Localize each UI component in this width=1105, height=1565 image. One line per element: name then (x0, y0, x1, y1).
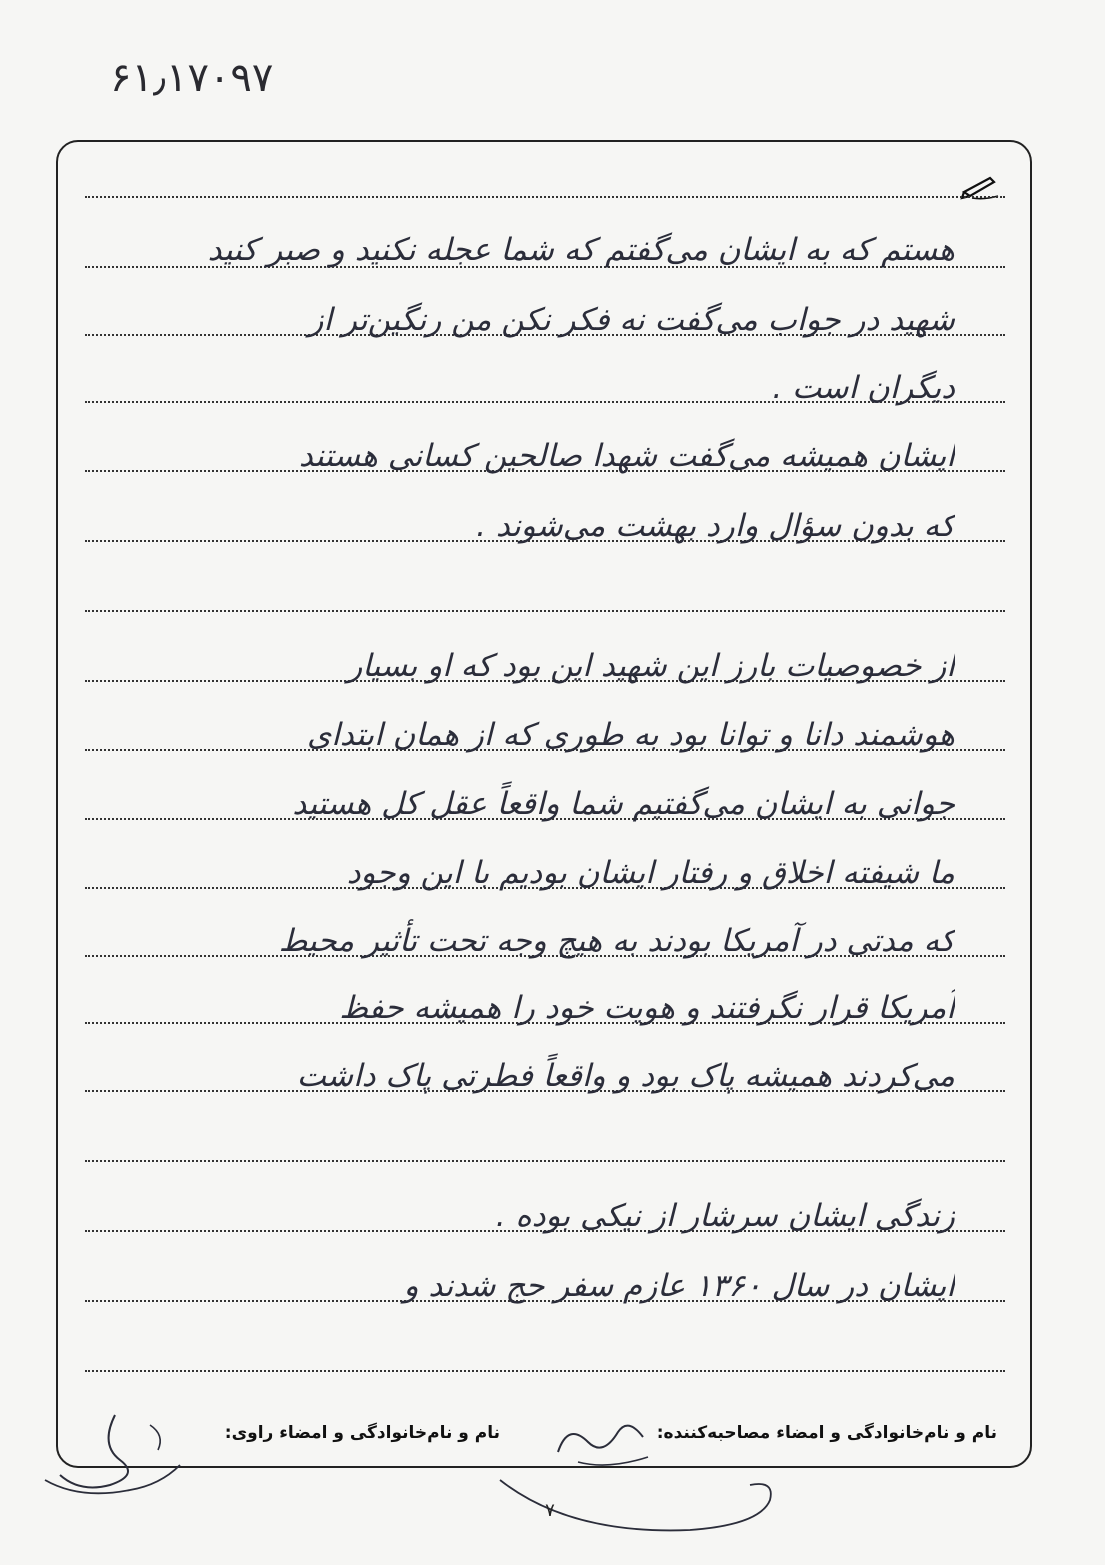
handwritten-line: که مدتی در آمریکا بودند به هیچ وجه تحت تأثیر محیط (278, 923, 955, 959)
narrator-signature-label: نام و نام‌خانوادگی و امضاء راوی: (224, 1423, 500, 1443)
handwritten-line: که بدون سؤال وارد بهشت می‌شوند . (476, 508, 955, 544)
handwritten-line: جوانی به ایشان می‌گفتیم شما واقعاً عقل کل هستید (292, 786, 955, 822)
handwritten-line: از خصوصیات بارز این شهید این بود که او بسیار (347, 648, 955, 684)
handwritten-line: می‌کردند همیشه پاک بود و واقعاً فطرتی پاک داشت (296, 1058, 955, 1094)
handwritten-line: هستم که به ایشان می‌گفتم که شما عجله نکنید و صبر کنید (207, 232, 955, 268)
handwritten-line: آمریکا قرار نگرفتند و هویت خود را همیشه حفظ (339, 990, 955, 1026)
handwritten-line: شهید در جواب می‌گفت نه فکر نکن من رنگین‌تر از (308, 302, 955, 338)
narrator-signature (40, 1405, 190, 1510)
document-number: ۶۱٫۱۷۰۹۷ (110, 55, 274, 101)
ruled-line (85, 196, 1005, 198)
page-number: ۷ (545, 1500, 555, 1521)
handwritten-line: ایشان همیشه می‌گفت شهدا صالحین کسانی هستند (298, 438, 955, 474)
interviewer-signature-label: نام و نام‌خانوادگی و امضاء مصاحبه‌کننده: (656, 1423, 997, 1443)
handwritten-line: دیگران است . (772, 370, 955, 406)
handwritten-line: ما شیفته اخلاق و رفتار ایشان بودیم با این وجود (346, 855, 955, 891)
handwritten-line (95, 1120, 955, 1168)
handwritten-line (95, 148, 955, 196)
interviewer-signature-flourish (490, 1440, 790, 1550)
handwritten-line (95, 570, 955, 618)
handwritten-line: ایشان در سال ۱۳۶۰ عازم سفر حج شدند و (403, 1268, 955, 1304)
handwritten-line: هوشمند دانا و توانا بود به طوری که از همان ابتدای (306, 717, 955, 753)
handwritten-line (95, 1332, 955, 1380)
handwritten-line: زندگی ایشان سرشار از نیکی بوده . (495, 1198, 955, 1234)
